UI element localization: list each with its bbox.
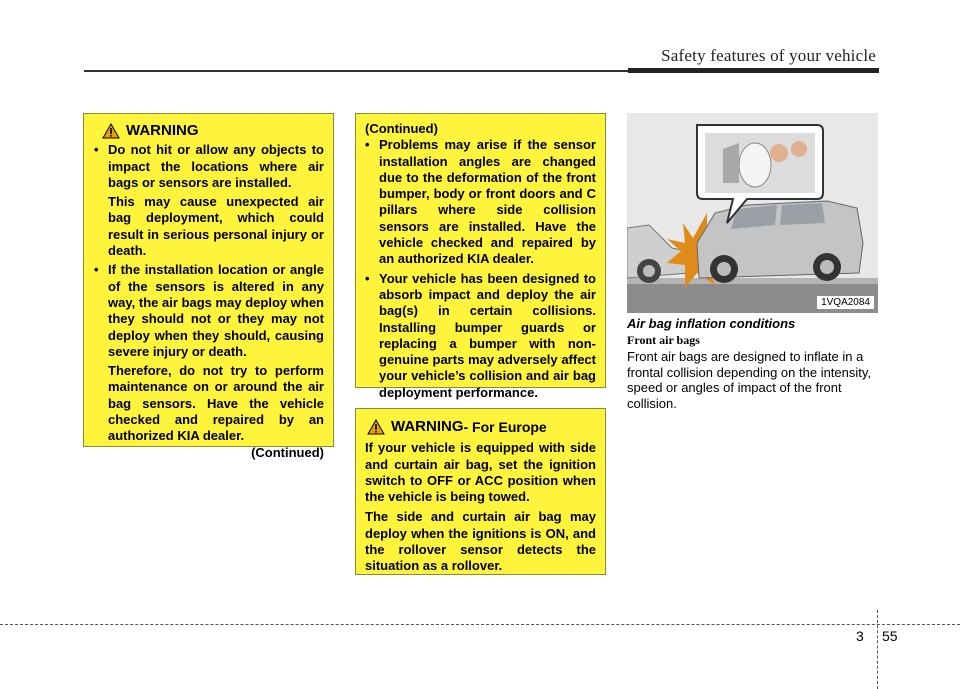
warning-paragraph-2: The side and curtain air bag may deploy when the ignitions is ON, and the rollover sensor detects the situation as a rollover. <box>365 509 596 574</box>
footer-divider <box>877 610 878 689</box>
section-body: Front air bags are designed to inflate in a frontal collision depending on the intensity, speed or angles of impact of the front collision. <box>627 349 872 411</box>
warning-item-text: Your vehicle has been designed to absorb impact and deploy the air bag(s) in certain collisions. Installing bumper guards or replacing a bumper with non-genuine parts may adversely affect your vehicle’s collision and air bag deployment performance. <box>379 270 596 400</box>
collision-illustration <box>627 113 878 313</box>
header-accent-bar <box>628 68 879 73</box>
warning-heading-text: WARNING <box>126 122 199 139</box>
warning-item-subtext: Therefore, do not try to perform maintenance on or around the air bag sensors. Have the vehicle checked and repaired by an authorized KIA dealer. <box>108 363 324 444</box>
warning-item-3: • Problems may arise if the sensor installation angles are changed due to the deformation of the front bumper, body or front doors and C pillars where side collision sensors are installed. Have the vehicle checked and repaired by an authorized KIA dealer. <box>365 137 596 267</box>
chapter-number: 3 <box>856 628 864 644</box>
figure-code: 1VQA2084 <box>817 296 874 309</box>
warning-triangle-icon <box>367 419 385 435</box>
warning-list <box>94 142 324 444</box>
warning-heading <box>367 419 596 435</box>
footer-rule <box>0 624 960 625</box>
continued-label: (Continued) <box>251 444 324 460</box>
warning-item-subtext: This may cause unexpected air bag deployment, which could result in serious personal injury or death. <box>108 194 324 259</box>
section-title: Air bag inflation conditions <box>627 316 796 331</box>
section-subtitle: Front air bags <box>627 333 700 347</box>
warning-item-2: • If the installation location or angle of the sensors is altered in any way, the air bags may deploy when they should not or they may not deploy when they should, causing severe injury or death. Therefore, do not try to perform maintenance on or around the air bag sensors. Have the vehicle checked and repaired by an authorized KIA dealer. <box>94 262 324 444</box>
warning-triangle-icon <box>102 123 120 139</box>
warning-item-4: • Your vehicle has been designed to absorb impact and deploy the air bag(s) in certain collisions. Installing bumper guards or replacing a bumper with non-genuine parts may adversely affect your vehicle’s collision and air bag deployment performance. <box>365 270 596 400</box>
warning-heading-text: WARNING <box>391 418 464 435</box>
warning-list <box>365 137 596 401</box>
warning-box-left <box>83 113 334 460</box>
warning-item-1: • Do not hit or allow any objects to impact the locations where air bags or sensors are installed. This may cause unexpected air bag deployment, which could result in serious personal injury or death. <box>94 142 324 259</box>
warning-item-text: Do not hit or allow any objects to impact the locations where air bags or sensors are installed. <box>108 142 324 190</box>
continued-heading: (Continued) <box>365 121 438 136</box>
warning-item-text: If the installation location or angle of the sensors is altered in any way, the air bags may deploy when they should not or they may not deploy when they should, causing severe injury or death. <box>108 262 324 359</box>
warning-heading-suffix: - For Europe <box>463 419 547 435</box>
warning-box-continued <box>355 113 606 400</box>
running-header: Safety features of your vehicle <box>661 46 876 65</box>
warning-box-europe <box>355 408 606 575</box>
car-collision-drawing <box>627 113 878 313</box>
warning-heading <box>102 123 324 139</box>
warning-paragraph-1: If your vehicle is equipped with side and curtain air bag, set the ignition switch to OFF or ACC position when the vehicle is being towed. <box>365 440 596 505</box>
warning-item-text: Problems may arise if the sensor installation angles are changed due to the deformation of the front bumper, body or front doors and C pillars where side collision sensors are installed. Have the vehicle checked and repaired by an authorized KIA dealer. <box>379 137 596 267</box>
page-number: 55 <box>882 628 898 644</box>
